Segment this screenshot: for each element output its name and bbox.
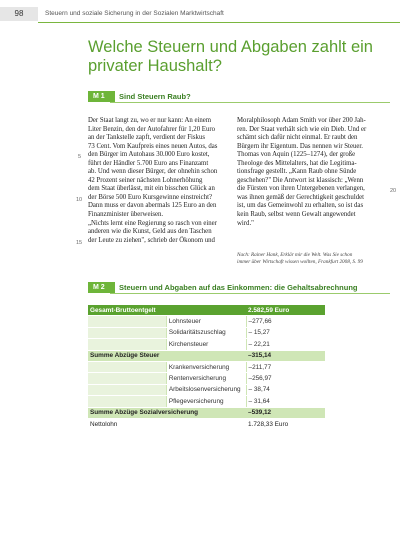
text-line: was ihnen gemäß der Gerechtigkeit geschuldet (237, 193, 365, 201)
section-badge-m1: M 1 (88, 91, 115, 102)
line-number: 10 (76, 197, 83, 203)
item-label: Solidaritätszuschlag (166, 327, 246, 338)
text-line: kein Raub, selbst wenn Gewalt angewendet (237, 211, 356, 219)
item-value: –256,97 (246, 373, 325, 384)
sum-label: Summe Abzüge Sozialversicherung (88, 407, 246, 418)
table-row (88, 396, 325, 407)
text-line: tionsfrage gestellt. „Kann Raub ohne Sünde (237, 168, 357, 176)
text-line: ist, um das Gemeinwohl zu erhalten, so ist das (237, 202, 364, 210)
line-number: 15 (76, 240, 83, 246)
text-line: 42 Prozent seiner nächsten Lohnerhöhung (88, 176, 203, 184)
table-row-net (88, 418, 325, 429)
item-label: Pflegeversicherung (166, 396, 246, 407)
text-line: Theologe des Mittelalters, hat die Legitima- (237, 159, 357, 167)
page-title: Welche Steuern und Abgaben zahlt ein privater Haushalt? (88, 38, 373, 75)
sum-label: Summe Abzüge Steuer (88, 350, 246, 361)
item-label: Rentenversicherung (166, 373, 246, 384)
section-badge-m2: M 2 (88, 282, 115, 293)
section-title-m2: Steuern und Abgaben auf das Einkommen: die Gehaltsabrechnung (119, 283, 358, 292)
text-line: „Nichts lernt eine Regierung so rasch von einer (88, 219, 217, 227)
page-header (0, 0, 400, 26)
item-value: – 15,27 (246, 327, 325, 338)
table-row (88, 327, 325, 338)
text-line: Moralphilosoph Adam Smith vor über 200 Jah- (237, 117, 366, 124)
net-value: 1.728,33 Euro (246, 418, 325, 429)
table-row-tax-sum (88, 350, 325, 361)
text-line: die Fürsten von ihren Untergebenen verlangen, (237, 185, 365, 193)
text-line: Bürgern ihr Eigentum. Das nennen wir Steuer. (237, 142, 363, 150)
item-label: Kirchensteuer (166, 339, 246, 350)
gross-label: Gesamt-Bruttoentgelt (88, 305, 246, 316)
table-row (88, 339, 325, 350)
source-line: immer über Wirtschaft wissen wollten, Frankfurt 2008, S. 99 (237, 258, 363, 265)
salary-table (88, 305, 325, 430)
item-value: –277,66 (246, 316, 325, 327)
text-line: an der Tankstelle zapft, verdient der Fiskus (88, 134, 205, 142)
item-value: – 38,74 (246, 384, 325, 395)
item-label: Lohnsteuer (166, 316, 246, 327)
text-line: Finanzminister überweisen. (88, 211, 164, 219)
text-column-right (237, 117, 387, 228)
text-line: den Bürger im Autohaus 30.000 Euro kostet, (88, 151, 210, 159)
text-line: dem Staat überlässt, mit ein bisschen Glück an (88, 185, 215, 193)
text-line: Thomas von Aquin (1225–1274), der große (237, 151, 356, 159)
text-line: geschehen?" Die Antwort ist klassisch: „Wenn (237, 176, 364, 184)
text-line: Liter Benzin, den der Autofahrer für 1,20 Euro (88, 125, 216, 133)
table-row (88, 384, 325, 395)
item-label: Krankenversicherung (166, 361, 246, 372)
source-citation (237, 252, 387, 265)
line-number: 5 (78, 154, 82, 160)
page-number: 98 (0, 7, 38, 21)
text-line: wird." (237, 219, 254, 227)
table-row-social-sum (88, 407, 325, 418)
table-row (88, 316, 325, 327)
source-line: Nach: Rainer Hank, Erklär mir die Welt. Was Sie schon (237, 252, 353, 258)
gross-value: 2.582,59 Euro (246, 305, 325, 316)
item-value: –211,77 (246, 361, 325, 372)
text-column-left (88, 117, 238, 245)
sum-value: –315,14 (246, 350, 325, 361)
header-divider (38, 22, 400, 23)
table-row-gross (88, 305, 325, 316)
text-line: Dann muss er davon abermals 125 Euro an den (88, 202, 217, 210)
item-value: – 31,64 (246, 396, 325, 407)
text-line: der Börse 500 Euro Kursgewinne einstreicht? (88, 193, 213, 201)
item-label: Arbeitslosenversicherung (166, 384, 246, 395)
text-line: führt der Händler 5.700 Euro ans Finanzamt (88, 159, 209, 167)
line-number: 20 (390, 188, 397, 194)
sum-value: –539,12 (246, 407, 325, 418)
text-line: anderen wie die Kunst, Geld aus den Taschen (88, 228, 212, 236)
running-title: Steuern und soziale Sicherung in der Sozialen Marktwirtschaft (45, 10, 224, 17)
section-divider-m2 (110, 293, 390, 294)
net-label: Nettolohn (88, 418, 246, 429)
table-row (88, 373, 325, 384)
table-row (88, 361, 325, 372)
text-line: Der Staat langt zu, wo er nur kann: An einem (88, 117, 212, 124)
text-line: der Leute zu ziehen", schrieb der Ökonom und (88, 236, 215, 244)
text-line: 73 Cent. Vom Kaufpreis eines neuen Autos, das (88, 142, 218, 150)
section-title-m1: Sind Steuern Raub? (119, 92, 191, 101)
text-line: ren. Der Staat verhält sich wie ein Dieb. Und er (237, 125, 367, 133)
text-line: schämt sich dafür nicht einmal. Er raubt den (237, 134, 358, 142)
item-value: – 22,21 (246, 339, 325, 350)
text-line: ab. Und wenn dieser Bürger, der ohnehin schon (88, 168, 218, 176)
section-divider-m1 (110, 102, 390, 103)
